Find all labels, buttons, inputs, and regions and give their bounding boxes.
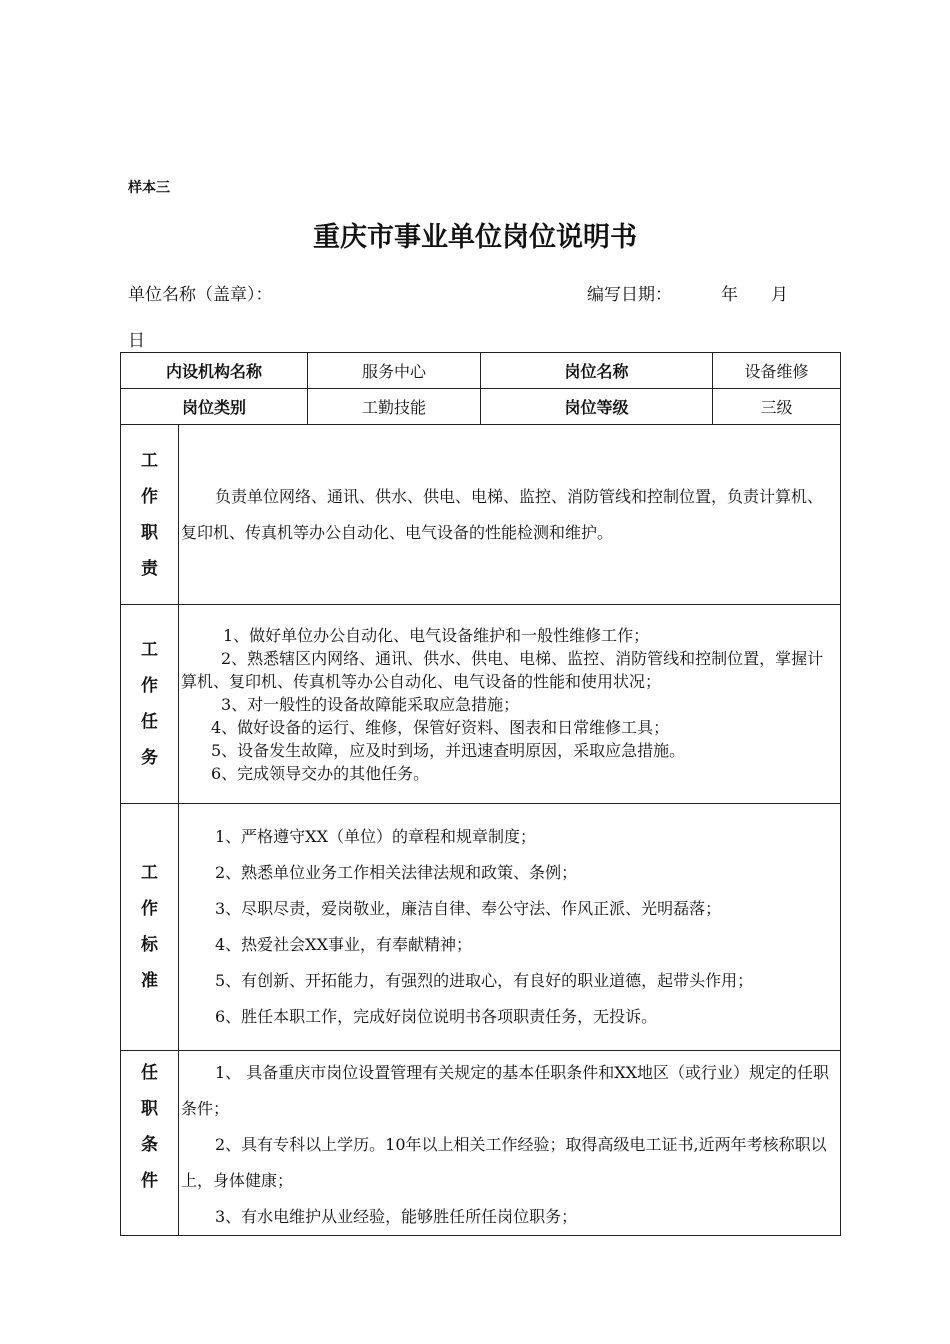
day-label: 日 bbox=[128, 331, 145, 351]
list-item: 1、 具备重庆市岗位设置管理有关规定的基本任职条件和XX地区（或行业）规定的任职条件； bbox=[181, 1063, 830, 1118]
list-item: 4、做好设备的运行、维修，保管好资料、图表和日常维修工具； bbox=[211, 717, 670, 737]
month-label: 月 bbox=[771, 285, 788, 305]
job-description-table bbox=[120, 352, 841, 1236]
table-row bbox=[121, 389, 841, 425]
list-item: 2、熟悉单位业务工作相关法律法规和政策、条例； bbox=[215, 863, 578, 882]
list-item: 4、热爱社会XX事业，有奉献精神； bbox=[215, 935, 472, 954]
category-label: 岗位类别 bbox=[121, 389, 308, 425]
list-item: 6、胜任本职工作，完成好岗位说明书各项职责任务，无投诉。 bbox=[215, 1007, 658, 1026]
list-item: 1、严格遵守XX（单位）的章程和规章制度； bbox=[215, 827, 536, 846]
list-item: 6、完成领导交办的其他任务。 bbox=[211, 763, 430, 783]
list-item: 5、有创新、开拓能力，有强烈的进取心，有良好的职业道德，起带头作用； bbox=[215, 971, 754, 990]
table-row bbox=[121, 353, 841, 389]
dept-value: 服务中心 bbox=[308, 353, 481, 389]
list-item: 5、设备发生故障，应及时到场，并迅速查明原因，采取应急措施。 bbox=[211, 740, 686, 760]
tasks-text bbox=[179, 605, 841, 804]
duties-label: 工 作 职 责 bbox=[121, 425, 179, 605]
standards-row bbox=[121, 804, 841, 1051]
dept-label: 内设机构名称 bbox=[121, 353, 308, 389]
list-item: 2、具有专科以上学历。10年以上相关工作经验；取得高级电工证书,近两年考核称职以上，身体健康； bbox=[181, 1135, 827, 1190]
list-item: 3、有水电维护从业经验，能够胜任所任岗位职务； bbox=[215, 1207, 578, 1226]
year-label: 年 bbox=[721, 285, 738, 305]
requirements-text bbox=[179, 1051, 841, 1236]
requirements-row bbox=[121, 1051, 841, 1236]
tasks-label: 工 作 任 务 bbox=[121, 605, 179, 804]
list-item: 3、对一般性的设备故障能采取应急措施； bbox=[221, 694, 520, 714]
list-item: 2、熟悉辖区内网络、通讯、供水、供电、电梯、监控、消防管线和控制位置，掌握计算机、复印机、传真机等办公自动化、电气设备的性能和使用状况； bbox=[181, 648, 824, 691]
post-name-value: 设备维修 bbox=[713, 353, 841, 389]
standards-label: 工 作 标 准 bbox=[121, 804, 179, 1051]
category-value: 工勤技能 bbox=[308, 389, 481, 425]
standards-text bbox=[179, 804, 841, 1051]
list-item: 1、做好单位办公自动化、电气设备维护和一般性维修工作； bbox=[223, 625, 650, 645]
unit-name-label: 单位名称（盖章）： bbox=[128, 285, 273, 305]
grade-value: 三级 bbox=[713, 389, 841, 425]
duties-row bbox=[121, 425, 841, 605]
page-title: 重庆市事业单位岗位说明书 bbox=[313, 222, 637, 253]
list-item: 3、尽职尽责，爱岗敬业，廉洁自律、奉公守法、作风正派、光明磊落； bbox=[215, 899, 722, 918]
duties-text: 负责单位网络、通讯、供水、供电、电梯、监控、消防管线和控制位置，负责计算机、复印机、传真机等办公自动化、电气设备的性能检测和维护。 bbox=[179, 425, 841, 605]
write-date-label: 编写日期： bbox=[587, 285, 672, 305]
post-name-label: 岗位名称 bbox=[481, 353, 713, 389]
tasks-row bbox=[121, 605, 841, 804]
grade-label: 岗位等级 bbox=[481, 389, 713, 425]
requirements-label: 任 职 条 件 bbox=[121, 1051, 179, 1236]
sample-label: 样本三 bbox=[128, 180, 170, 196]
